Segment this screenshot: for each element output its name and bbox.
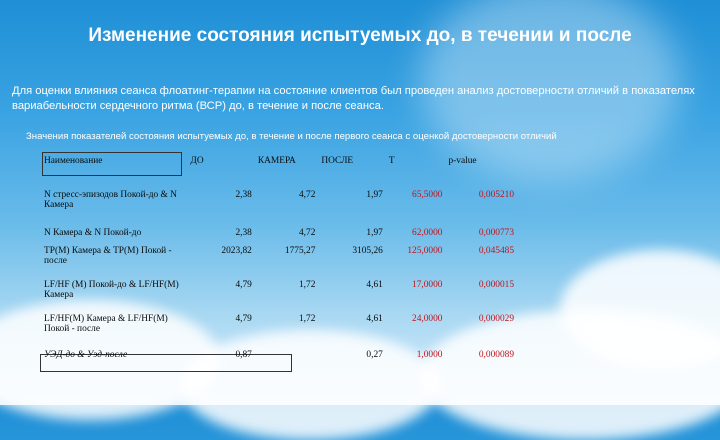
cell-pvalue: 0,000015 [478,280,514,290]
header-name: Наименование [44,156,103,166]
table-row [40,190,520,228]
cell-do: 4,79 [235,314,252,324]
row-name: TP(M) Камера & TP(M) Покой - после [44,246,172,266]
cell-pvalue: 0,000773 [478,228,514,238]
table-row [40,228,520,246]
cell-pvalue: 0,000089 [478,350,514,360]
cell-pvalue: 0,045485 [478,246,514,256]
cell-posle: 1,97 [366,190,383,200]
row-name: N Камера & N Покой-до [44,228,142,238]
cell-t: 24,0000 [412,314,443,324]
cell-posle: 4,61 [366,314,383,324]
cell-t: 17,0000 [412,280,443,290]
cell-kamera: 1775,27 [284,246,316,256]
cell-t: 65,5000 [412,190,443,200]
cell-posle: 4,61 [366,280,383,290]
cell-kamera: 1,72 [298,280,316,290]
intro-text: Для оценки влияния сеанса флоатинг-терапии на состояние клиентов был проведен анализ достоверности отличий в показателях вариабельности сердечного ритма (ВСР) до, в течение и после сеанса. [12,85,695,112]
header-do: ДО [190,156,204,166]
table-header-row [40,150,520,190]
cell-pvalue: 0,005210 [478,190,514,200]
cell-pvalue: 0,000029 [478,314,514,324]
header-posle: ПОСЛЕ [321,156,354,166]
row-name: LF/HF(M) Камера & LF/HF(M) Покой - после [44,314,168,334]
row-name: N стресс-эпизодов Покой-до & N Камера [44,190,177,210]
header-kamera: КАМЕРА [257,156,296,166]
header-pvalue: p-value [448,156,477,166]
table-caption: Значения показателей состояния испытуемых до, в течение и после первого сеанса с оценкой достоверности отличий [26,131,557,142]
cell-do: 2,38 [235,190,252,200]
cell-posle: 1,97 [366,228,383,238]
cell-t: 125,0000 [407,246,443,256]
row-name: LF/HF (M) Покой-до & LF/HF(M) Камера [44,280,179,300]
cell-posle: 3105,26 [352,246,383,256]
cell-posle: 0,27 [366,350,383,360]
cell-do: 0,87 [235,350,252,360]
table-row [40,350,520,368]
results-table [40,150,520,368]
cell-do: 4,79 [235,280,252,290]
page-title: Изменение состояния испытуемых до, в течении и после [88,25,632,46]
cell-kamera [258,350,322,368]
cell-kamera: 1,72 [298,314,316,324]
cell-kamera: 4,72 [298,228,316,238]
cell-t: 62,0000 [412,228,443,238]
row-name: УЭД-до & Уэд-после [44,350,128,360]
header-t: T [388,156,395,166]
table-row [40,314,520,350]
cell-do: 2023,82 [221,246,252,256]
cell-kamera: 4,72 [298,190,316,200]
table-row [40,246,520,280]
cell-do: 2,38 [235,228,252,238]
cell-t: 1,0000 [416,350,443,360]
table-row [40,280,520,314]
